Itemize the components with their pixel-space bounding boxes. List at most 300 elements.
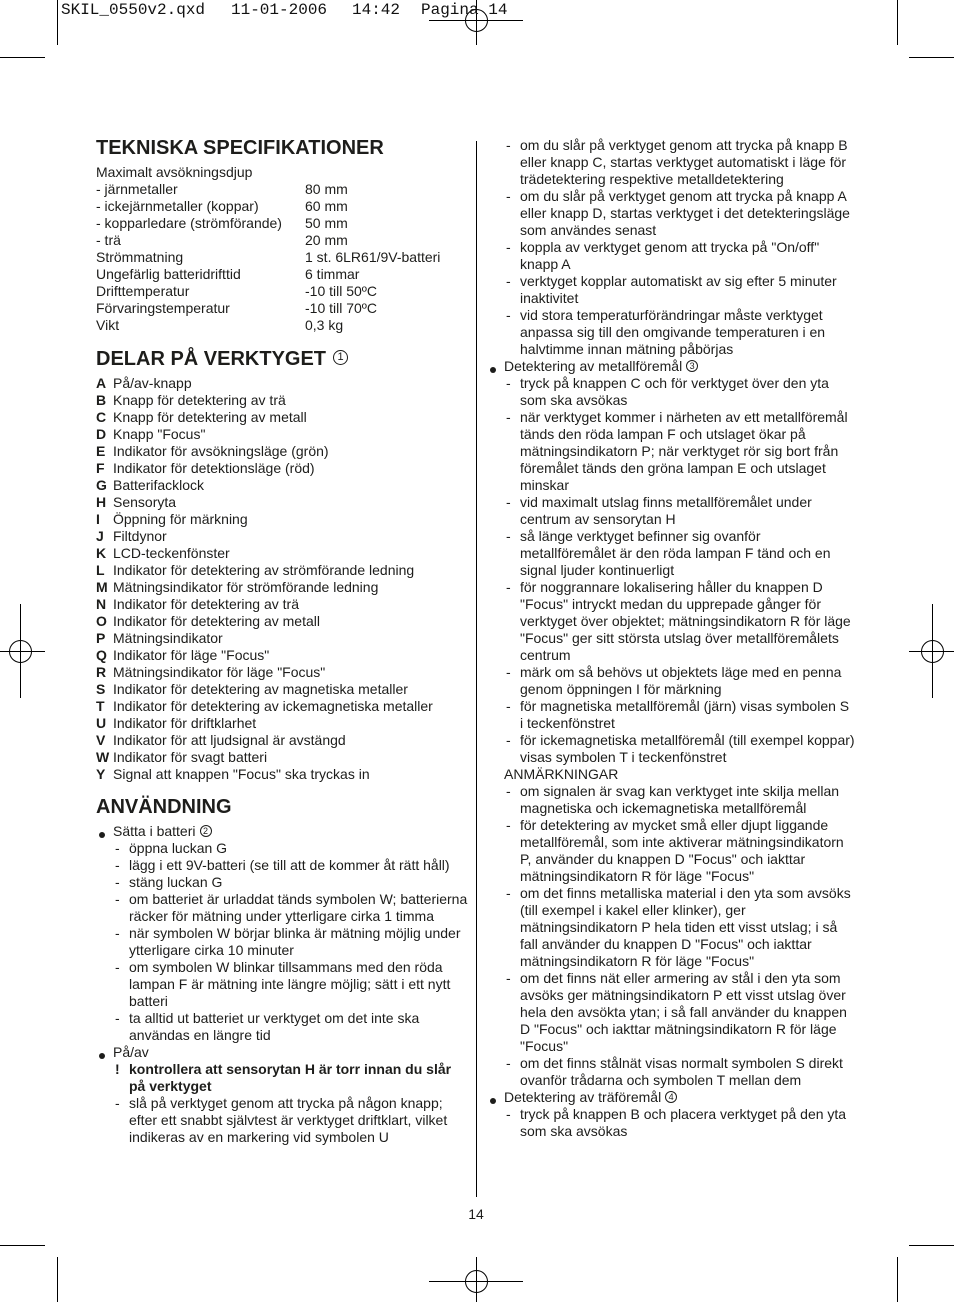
list-line [487,545,859,562]
list-text-content: vid maximalt utslag finns metallföremålet under [520,494,812,510]
spec-value: -10 till 70ºC [305,300,378,316]
list-line [487,987,859,1004]
figure-ref: 3 [686,360,698,372]
parts-key: J [96,528,104,544]
list-line [487,630,859,647]
parts-label: Signal att knappen "Focus" ska tryckas in [113,766,370,782]
list-text-content: ANMÄRKNINGAR [504,766,619,782]
list-text-content: Sätta i batteri [113,823,196,839]
list-text [520,188,847,205]
spec-row [96,266,468,283]
dash-marker: - [506,307,511,323]
dash-marker: - [115,857,120,873]
parts-item [96,477,468,494]
list-text-content: På/av [113,1044,149,1060]
registration-mark-right [909,604,954,698]
list-text [520,494,812,511]
parts-key: D [96,426,107,442]
list-text [113,1044,149,1061]
list-text [129,891,467,908]
parts-item [96,562,468,579]
spec-value: 80 mm [305,181,348,197]
parts-label: Indikator för detektering av metall [113,613,320,629]
spec-label: - trä [96,232,121,248]
note-heading [487,766,859,783]
spec-label: Förvaringstemperatur [96,300,230,316]
list-line [487,749,859,766]
dash-marker: - [506,664,511,680]
dash-marker: - [506,239,511,255]
list-text-content: Detektering av metallföremål [504,358,683,374]
parts-key: L [96,562,105,578]
dash-marker: - [115,959,120,975]
parts-item [96,460,468,477]
list-text [520,681,722,698]
dash-marker: - [506,1055,511,1071]
list-text [129,874,222,891]
list-line [487,562,859,579]
list-text-content: märk om så behövs ut objektets läge med en penna [520,664,842,680]
list-text-content: om du slår på verktyget genom att trycka på knapp A [520,188,847,204]
list-line [487,1055,859,1072]
parts-label: Indikator för detektering av ickemagnetiska metaller [113,698,433,714]
list-text [520,851,805,868]
list-text [520,222,656,239]
list-text-content: "Focus" intryckt medan du upprepade gånger för [520,596,821,612]
spec-label: - kopparledare (strömförande) [96,215,282,231]
parts-label: Mätningsindikator för strömförande ledning [113,579,379,595]
list-text [520,579,823,596]
dash-item [487,817,859,885]
list-text-content: ovanför trådarna och symbolen T mellan dem [520,1072,802,1088]
parts-label: LCD-teckenfönster [113,545,230,561]
list-text-content: avsöks ger mätningsindikatorn P ett visst utslag över [520,987,846,1003]
dash-marker: - [506,1106,511,1122]
list-text-content: eller knapp C, startas verktyget automatiskt i läge för [520,154,847,170]
warning-item [96,1061,468,1095]
spec-label: - ickejärnmetaller (koppar) [96,198,259,214]
spec-row [96,215,468,232]
spec-row [96,300,468,317]
list-line [487,715,859,732]
dash-marker: - [506,970,511,986]
parts-label: Mätningsindikator för läge "Focus" [113,664,326,680]
parts-label: På/av-knapp [113,375,192,391]
dash-item [487,307,859,358]
spec-value: 50 mm [305,215,348,231]
list-line [487,137,859,154]
list-text [129,1061,451,1078]
dash-marker: - [506,375,511,391]
list-text [520,307,823,324]
list-line [487,154,859,171]
dash-marker: - [115,874,120,890]
list-text [520,953,754,970]
parts-key: N [96,596,107,612]
page-number: 14 [468,1206,484,1222]
list-text-content: räcker för mätning under ytterligare cirka 1 timma [129,908,434,924]
list-text-content: fall använder du knappen D "Focus" och iakttar [520,936,812,952]
list-text [520,460,826,477]
parts-label: Indikator för detektering av magnetiska metaller [113,681,408,697]
spec-value: 6 timmar [305,266,360,282]
parts-label: Sensoryta [113,494,177,510]
list-text [520,902,746,919]
list-line [487,222,859,239]
list-text-content: lägg i ett 9V-batteri (se till att de kommer åt rätt håll) [129,857,450,873]
parts-label: Filtdynor [113,528,167,544]
heading-parts [96,347,348,371]
list-line [487,341,859,358]
parts-label: Knapp för detektering av trä [113,392,286,408]
list-text [129,959,443,976]
list-line [96,925,468,942]
dash-item [96,959,468,1010]
list-text [520,154,846,171]
list-text-content: om batteriet är urladdat tänds symbolen W; batterierna [129,891,468,907]
spec-row [96,181,468,198]
list-text [520,409,848,426]
list-line [487,851,859,868]
list-line [487,681,859,698]
parts-key: Y [96,766,106,782]
dash-marker: - [506,409,511,425]
list-text [520,256,571,273]
parts-item [96,647,468,664]
spec-label: Strömmatning [96,249,184,265]
dash-marker: - [506,528,511,544]
list-text-content: centrum [520,647,571,663]
list-text-content: "Focus" [520,1038,569,1054]
list-line [487,885,859,902]
bullet-item [487,1089,859,1106]
list-line [96,1027,468,1044]
list-text [520,885,851,902]
list-line [96,1010,468,1027]
list-text-content: slå på verktyget genom att trycka på någon knapp; [129,1095,443,1111]
parts-key: E [96,443,106,459]
list-text [520,834,844,851]
list-line [487,426,859,443]
dash-item [96,840,468,857]
dash-item [96,891,468,925]
list-text [520,239,819,256]
list-text-content: "Focus" ger sitt största utslag över metallföremålets [520,630,839,646]
list-text-content: kontrollera att sensorytan H är torr innan du slår [129,1061,452,1077]
list-line [487,171,859,188]
list-line [487,392,859,409]
list-text-content: om signalen är svag kan verktyget inte skilja mellan [520,783,840,799]
dash-item [96,1095,468,1146]
spec-label: Drifttemperatur [96,283,190,299]
list-text-content: (till exempel i kakel eller klinker), ger [520,902,746,918]
list-text [129,993,168,1010]
list-line [487,307,859,324]
list-text-content: mätningsindikatorn P hela tiden ett visst utslag; i så [520,919,838,935]
slug-date: 11-01-2006 [231,1,328,19]
list-text [129,1095,443,1112]
list-text-content: öppna luckan G [129,840,228,856]
parts-item [96,698,468,715]
list-text [129,840,227,857]
parts-item [96,545,468,562]
list-line [96,908,468,925]
list-text-content: inaktivitet [520,290,579,306]
list-text [520,749,726,766]
figure-ref: 4 [665,1091,677,1103]
list-text [129,942,294,959]
list-text-content: ta alltid ut batteriet ur verktyget om det inte ska [129,1010,420,1026]
list-text-content: för magnetiska metallföremål (järn) visas symbolen S [520,698,850,714]
list-text [520,443,838,460]
list-line [487,358,859,375]
list-line [487,579,859,596]
dash-item [487,783,859,817]
list-text [520,817,828,834]
list-text-content: om du slår på verktyget genom att trycka på knapp B [520,137,848,153]
list-text [520,732,855,749]
list-text-content: tänds den röda lampan F och utslaget ökar på [520,426,806,442]
list-line [96,1095,468,1112]
spec-row [96,283,468,300]
list-text [129,857,450,874]
dash-marker: - [506,698,511,714]
list-line [487,324,859,341]
list-text [520,205,850,222]
list-line [487,239,859,256]
parts-label: Batterifacklock [113,477,205,493]
list-text [520,919,837,936]
list-line [96,993,468,1010]
dash-marker: - [506,817,511,833]
parts-item [96,715,468,732]
parts-item [96,375,468,392]
list-text-content: för ickemagnetiska metallföremål (till exempel koppar) [520,732,855,748]
parts-item [96,630,468,647]
parts-item [96,613,468,630]
dash-item [96,1010,468,1044]
list-text-content: så länge verktyget befinner sig ovanför [520,528,761,544]
list-text-content: indikeras av en markering vid symbolen U [129,1129,389,1145]
parts-label: Indikator för detektionsläge (röd) [113,460,315,476]
parts-label: Knapp "Focus" [113,426,206,442]
dash-item [96,857,468,874]
list-text-content: knapp A [520,256,571,272]
list-line [487,902,859,919]
list-text-content: metallföremålet är den röda lampan F tänd och en [520,545,831,561]
list-text [129,1129,389,1146]
list-text [129,976,450,993]
list-text [520,715,615,732]
list-text-content: centrum av sensorytan H [520,511,676,527]
list-text [520,171,784,188]
list-text-content: på verktyget [129,1078,212,1094]
usage-list-right [487,137,859,1140]
parts-item [96,443,468,460]
dash-marker: - [115,925,120,941]
bullet-dot [490,367,496,373]
list-line [96,1061,468,1078]
heading-specifications: TEKNISKA SPECIFIKATIONER [96,137,384,159]
parts-key: I [96,511,100,527]
parts-key: U [96,715,107,731]
parts-key: P [96,630,106,646]
list-text [520,1072,801,1089]
list-text-content: i teckenfönstret [520,715,615,731]
list-text [520,324,825,341]
list-text-content: som ska avsökas [520,392,628,408]
spec-row [96,249,468,266]
list-text-content: användas en längre tid [129,1027,271,1043]
parts-key: V [96,732,106,748]
dash-marker: - [115,1010,120,1026]
dash-item [96,874,468,891]
list-line [96,874,468,891]
slug-time: 14:42 [352,1,401,19]
dash-item [487,1055,859,1089]
list-text [504,1089,677,1106]
list-text-content: lampan F är mätning inte längre möjlig; sätt i ett nytt [129,976,451,992]
list-line [487,970,859,987]
list-text-content: ytterligare cirka 10 minuter [129,942,294,958]
list-line [487,477,859,494]
list-text-content: verktyget över objektet; mätningsindikatorn R för läge [520,613,851,629]
list-line [487,256,859,273]
list-line [487,1004,859,1021]
list-text-content: om det finns stålnät visas normalt symbolen S direkt [520,1055,843,1071]
list-text [520,341,733,358]
spec-label: Vikt [96,317,120,333]
list-text-content: föremålet tänds den gröna lampan E och utslaget [520,460,826,476]
dash-item [487,494,859,528]
slug-page: Pagina 14 [421,1,508,19]
dash-item [96,925,468,959]
heading-parts-text: DELAR PÅ VERKTYGET [96,348,327,370]
dash-item [487,528,859,579]
list-line [487,647,859,664]
list-text-content: trädetektering respektive metalldetektering [520,171,784,187]
list-line [96,1044,468,1061]
spec-value: 0,3 kg [305,317,344,333]
list-line [96,891,468,908]
parts-key: G [96,477,107,493]
list-text-content: om det finns nät eller armering av stål i den yta som [520,970,841,986]
list-text-content: mätningsindikatorn R för läge "Focus" [520,868,755,884]
list-line [487,596,859,613]
list-text [520,1038,568,1055]
warning-marker: ! [115,1061,120,1077]
bullet-dot [99,1053,105,1059]
list-text-content: batteri [129,993,168,1009]
list-line [487,188,859,205]
list-text [520,800,806,817]
list-line [487,1072,859,1089]
list-text-content: genom öppningen I för märkning [520,681,722,697]
list-line [487,1021,859,1038]
list-text-content: signal ljuder kontinuerligt [520,562,675,578]
parts-key: C [96,409,107,425]
list-line [96,976,468,993]
file-slug [0,1,954,19]
spec-label: - järnmetaller [96,181,178,197]
parts-item [96,528,468,545]
parts-key: M [96,579,108,595]
dash-item [487,579,859,664]
list-line [487,409,859,426]
spec-value: 20 mm [305,232,348,248]
parts-item [96,732,468,749]
list-text-content: halvtimme innan mätning påbörjas [520,341,734,357]
list-text-content: som ska avsökas [520,1123,628,1139]
dash-marker: - [115,840,120,856]
spec-row [96,164,468,181]
list-text [520,647,571,664]
list-line [96,959,468,976]
list-text [113,823,212,840]
dash-marker: - [506,137,511,153]
dash-marker: - [115,891,120,907]
bullet-dot [490,1098,496,1104]
parts-label: Indikator för svagt batteri [113,749,268,765]
list-text [520,1004,847,1021]
list-text-content: när verktyget kommer i närheten av ett metallföremål [520,409,848,425]
list-text [520,290,578,307]
list-text [520,511,676,528]
list-line [487,460,859,477]
dash-marker: - [506,579,511,595]
parts-label: Mätningsindikator [113,630,223,646]
list-line [487,919,859,936]
parts-label: Indikator för detektering av trä [113,596,299,612]
list-text [520,596,821,613]
list-line [96,1129,468,1146]
parts-key: Q [96,647,107,663]
spec-value: -10 till 50ºC [305,283,378,299]
list-text-content: P, använder du knappen D "Focus" och iakttar [520,851,806,867]
list-text-content: minskar [520,477,570,493]
bullet-dot [99,832,105,838]
list-text [520,1106,846,1123]
spec-label: Maximalt avsökningsdjup [96,164,253,180]
list-text [520,426,806,443]
dash-item [487,137,859,188]
parts-item [96,494,468,511]
parts-label: Indikator för läge "Focus" [113,647,270,663]
dash-marker: - [115,1095,120,1111]
list-text-content: hela den avsökta ytan; i så fall använder du knappen [520,1004,847,1020]
parts-label: Öppning för märkning [113,511,248,527]
list-text [520,392,627,409]
list-text-content: mätningsindikatorn R för läge "Focus" [520,953,755,969]
list-text [520,987,846,1004]
dash-item [487,273,859,307]
figure-ref: 2 [200,825,212,837]
list-line [487,732,859,749]
list-text [129,1078,211,1095]
parts-key: A [96,375,107,391]
list-text-content: mätningsindikatorn P; när verktyget rör sig bort från [520,443,839,459]
parts-key: T [96,698,105,714]
dash-item [487,375,859,409]
dash-item [487,409,859,494]
heading-usage: ANVÄNDNING [96,796,232,818]
parts-item [96,596,468,613]
list-text-content: tryck på knappen B och placera verktyget på den yta [520,1106,847,1122]
list-line [487,375,859,392]
registration-mark-bottom [429,1257,523,1302]
list-text-content: stäng luckan G [129,874,223,890]
list-text-content: visas symbolen T i teckenfönstret [520,749,727,765]
